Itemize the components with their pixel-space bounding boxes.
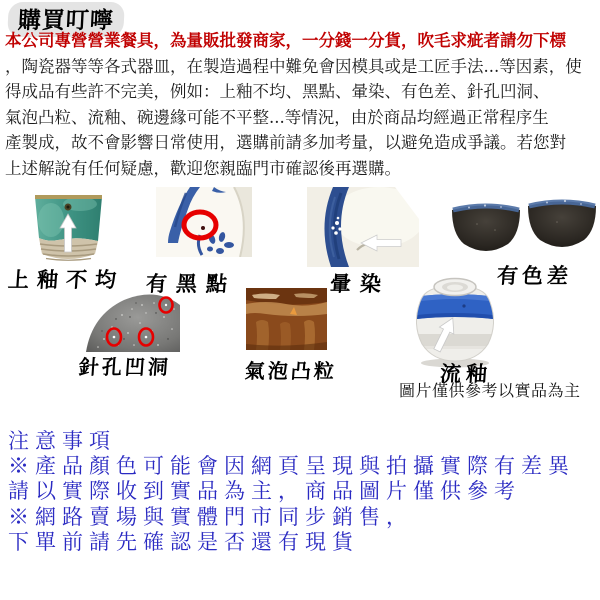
intro-line-2: 得成品有些許不完美，例如：上釉不均、黑點、暈染、有色差、針孔凹洞、 xyxy=(5,82,550,102)
notice-section xyxy=(8,429,575,555)
notice-heading: 注意事項 xyxy=(8,429,116,453)
black-dot-defect xyxy=(201,226,205,230)
page-title: 購買叮嚀 xyxy=(7,2,125,37)
notice-line-1: ※產品顏色可能會因網頁呈現與拍攝實際有差異 xyxy=(8,454,575,479)
defect-label-bubble-bump: 氣泡凸粒 xyxy=(244,359,338,383)
smudge-photo xyxy=(307,187,419,271)
defect-label-pinhole: 針孔凹洞 xyxy=(78,355,172,379)
intro-paragraph xyxy=(5,28,599,182)
intro-line-3: 氣泡凸粒、流釉、碗邊緣可能不平整...等情況，由於商品均經過正常程序生 xyxy=(5,107,549,127)
color-difference-photo xyxy=(450,193,598,261)
reference-note: 圖片僅供參考以實品為主 xyxy=(399,381,581,400)
intro-line-4: 產製成，故不會影響日常使用，選購前請多加考量，以避免造成爭議。若您對 xyxy=(5,133,566,153)
glaze-run-defect xyxy=(462,304,465,307)
uneven-glaze-photo xyxy=(18,190,118,270)
defect-label-smudge: 暈染 xyxy=(329,271,391,296)
glaze-run-photo xyxy=(398,272,512,372)
intro-line-1: ，陶瓷器等等各式器皿，在製造過程中難免會因模具或是工匠手法...等因素，使 xyxy=(5,56,582,76)
pinhole-photo xyxy=(84,289,180,356)
black-dot-photo xyxy=(156,187,252,261)
notice-line-2: 請以實際收到實品為主，商品圖片僅供參考 xyxy=(8,479,521,504)
intro-line-5: 上述解說有任何疑慮，歡迎您親臨門市確認後再選購。 xyxy=(5,158,401,178)
defect-label-glaze-run: 流釉 xyxy=(439,361,493,386)
intro-warning-line: 本公司專營營業餐具，為量販批發商家，一分錢一分貨，吹毛求疵者請勿下標 xyxy=(5,31,566,50)
notice-line-4: 下單前請先確認是否還有現貨 xyxy=(8,529,359,554)
defect-label-black-dot: 有黑點 xyxy=(145,271,237,296)
defect-label-color-difference: 有色差 xyxy=(496,263,573,288)
notice-line-3: ※網路賣場與實體門市同步銷售， xyxy=(8,504,413,529)
bubble-bump-photo xyxy=(246,288,327,354)
defect-label-uneven-glaze: 上釉不均 xyxy=(7,267,125,292)
